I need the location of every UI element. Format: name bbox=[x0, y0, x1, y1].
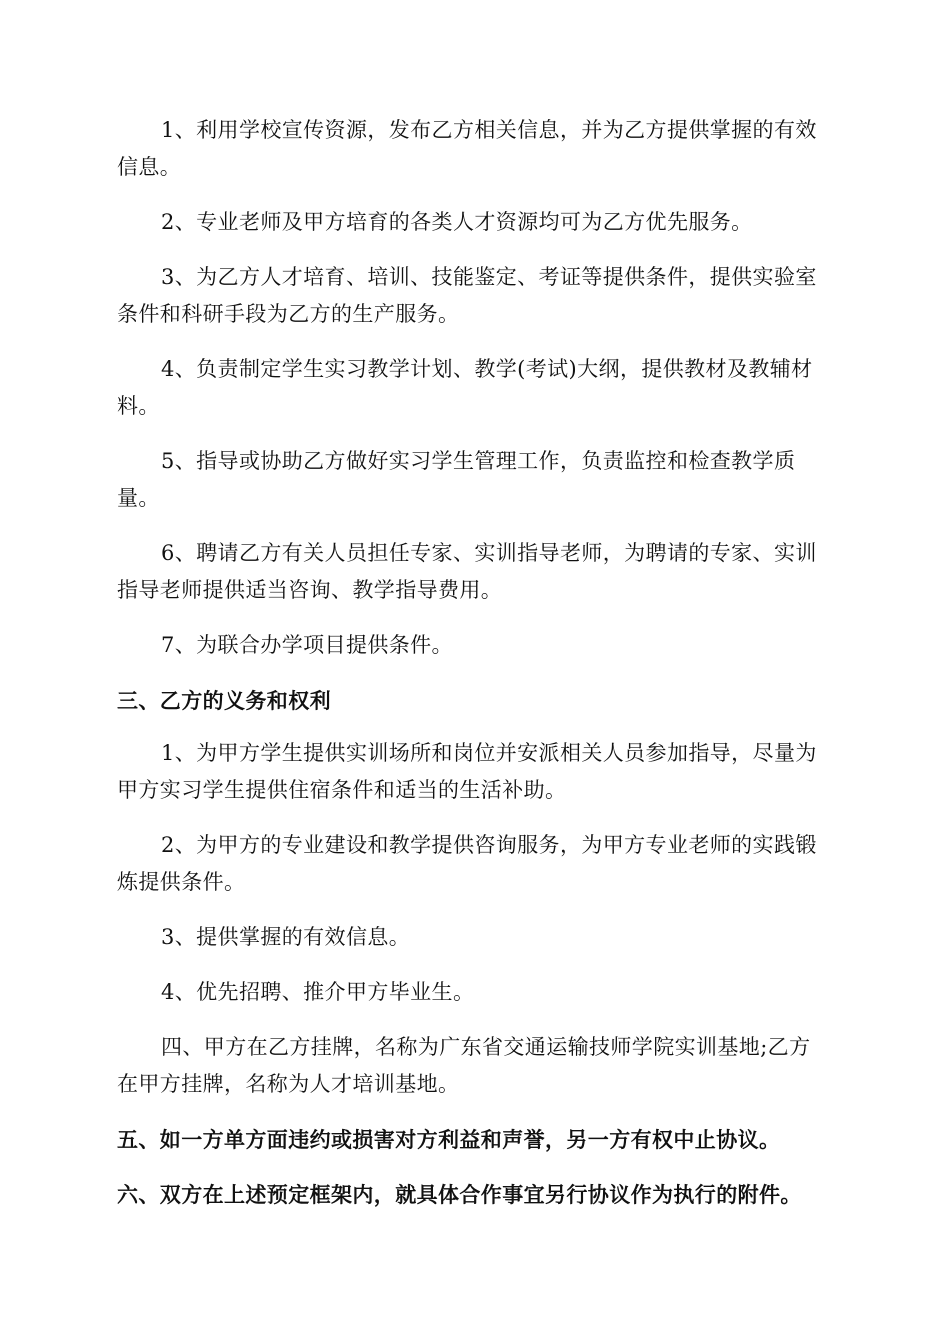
party-a-item-4: 4、负责制定学生实习教学计划、教学(考试)大纲，提供教材及教辅材料。 bbox=[117, 357, 813, 418]
party-a-item-1: 1、利用学校宣传资源，发布乙方相关信息，并为乙方提供掌握的有效信息。 bbox=[117, 118, 817, 179]
party-b-item-2: 2、为甲方的专业建设和教学提供咨询服务，为甲方专业老师的实践锻炼提供条件。 bbox=[117, 833, 817, 894]
party-a-item-6: 6、聘请乙方有关人员担任专家、实训指导老师，为聘请的专家、实训指导老师提供适当咨询、教学指导费用。 bbox=[117, 541, 817, 602]
party-b-item-4: 4、优先招聘、推介甲方毕业生。 bbox=[161, 980, 475, 1004]
section-3-heading: 三、乙方的义务和权利 bbox=[117, 688, 331, 713]
party-a-item-5: 5、指导或协助乙方做好实习学生管理工作，负责监控和检查教学质量。 bbox=[117, 449, 796, 510]
section-6-paragraph: 六、双方在上述预定框架内，就具体合作事宜另行协议作为执行的附件。 bbox=[117, 1182, 802, 1207]
party-b-item-1: 1、为甲方学生提供实训场所和岗位并安派相关人员参加指导，尽量为甲方实习学生提供住宿条件和适当的生活补助。 bbox=[117, 741, 817, 802]
party-b-item-3: 3、提供掌握的有效信息。 bbox=[161, 925, 411, 949]
section-4-paragraph: 四、甲方在乙方挂牌，名称为广东省交通运输技师学院实训基地;乙方在甲方挂牌，名称为人才培训基地。 bbox=[117, 1035, 811, 1096]
party-a-item-2: 2、专业老师及甲方培育的各类人才资源均可为乙方优先服务。 bbox=[161, 210, 753, 234]
section-5-paragraph: 五、如一方单方面违约或损害对方利益和声誉，另一方有权中止协议。 bbox=[117, 1127, 781, 1152]
party-a-item-7: 7、为联合办学项目提供条件。 bbox=[161, 633, 453, 657]
party-a-item-3: 3、为乙方人才培育、培训、技能鉴定、考证等提供条件，提供实验室条件和科研手段为乙方的生产服务。 bbox=[117, 265, 817, 326]
